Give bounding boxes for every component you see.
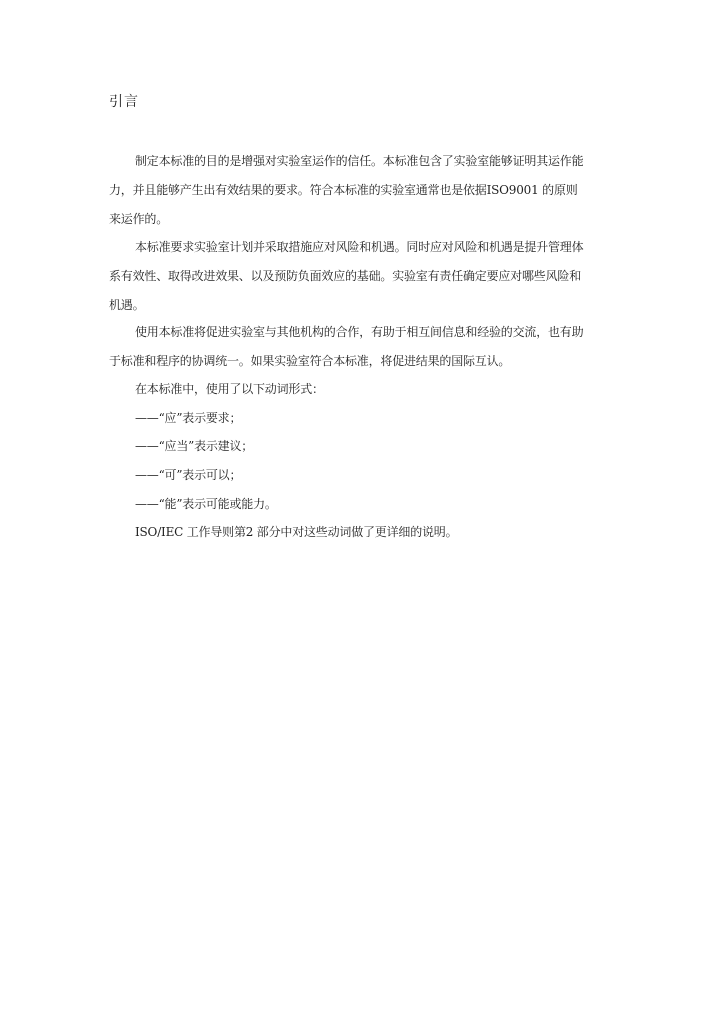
paragraph-line: 在本标准中，使用了以下动词形式： [135,382,324,396]
paragraph-line: 机遇。 [109,298,145,312]
paragraph-line: ISO/IEC 工作导则第2 部分中对这些动词做了更详细的说明。 [135,525,458,539]
verb-form-should [109,432,615,461]
paragraph-line: 使用本标准将促进实验室与其他机构的合作，有助于相互间信息和经验的交流，也有助 [135,325,584,339]
verb-form-may [109,461,615,490]
paragraph-line: 系有效性、取得改进效果、以及预防负面效应的基础。实验室有责任确定要应对哪些风险和 [109,269,582,283]
verb-form-shall [109,404,615,433]
paragraph-purpose [109,147,615,234]
paragraph-line: 力，并且能够产生出有效结果的要求。符合本标准的实验室通常也是依据ISO9001 的原则 [109,183,578,197]
verb-form-can [109,490,615,519]
section-heading: 引言 [109,94,139,110]
paragraph-iso-directives [109,518,615,547]
paragraph-risk-opportunity [109,233,615,320]
paragraph-line: 来运作的。 [109,212,169,226]
paragraph-line: 于标准和程序的协调统一。如果实验室符合本标准，将促进结果的国际互认。 [109,354,511,368]
paragraph-verb-forms-intro [109,375,615,404]
paragraph-line: ——“可”表示可以； [135,468,242,482]
paragraph-line: ——“应当”表示建议； [135,439,254,453]
paragraph-line: 制定本标准的目的是增强对实验室运作的信任。本标准包含了实验室能够证明其运作能 [135,154,584,168]
paragraph-cooperation [109,318,615,376]
paragraph-line: ——“应”表示要求； [135,411,242,425]
paragraph-line: ——“能”表示可能或能力。 [135,497,277,511]
paragraph-line: 本标准要求实验室计划并采取措施应对风险和机遇。同时应对风险和机遇是提升管理体 [135,240,584,254]
